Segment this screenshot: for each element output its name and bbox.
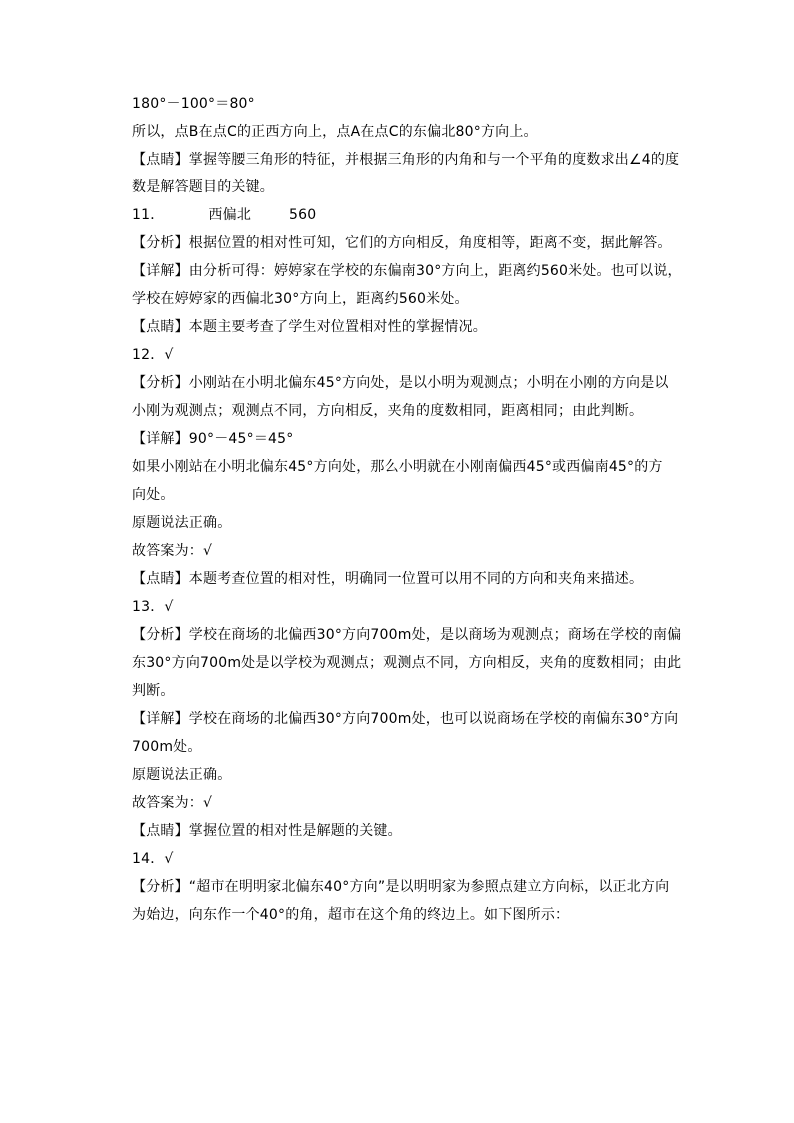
text-line-26: 故答案为：√ — [132, 795, 213, 811]
text-line-20: 【分析】学校在商场的北偏西30°方向700m处，是以商场为观测点；商场在学校的南偏 — [132, 627, 682, 643]
question-11-answer-direction: 西偏北 — [208, 207, 252, 223]
text-line-17: 故答案为：√ — [132, 543, 213, 559]
text-line-30: 为始边，向东作一个40°的角，超市在这个角的终边上。如下图所示： — [132, 907, 570, 923]
text-line-8: 学校在婷婷家的西偏北30°方向上，距离约560米处。 — [132, 291, 469, 307]
text-line-27: 【点睛】掌握位置的相对性是解题的关键。 — [132, 823, 402, 839]
question-14-answer: 14．√ — [132, 851, 174, 867]
question-12-answer: 12．√ — [132, 347, 174, 363]
text-line-23: 【详解】学校在商场的北偏西30°方向700m处，也可以说商场在学校的南偏东30°方向 — [132, 711, 679, 727]
text-line-2: 所以，点B在点C的正西方向上，点A在点C的东偏北80°方向上。 — [132, 124, 538, 140]
text-line-22: 判断。 — [132, 683, 175, 699]
text-line-13: 【详解】90°－45°＝45° — [132, 431, 294, 447]
text-line-12: 小刚为观测点；观测点不同，方向相反，夹角的度数相同，距离相同；由此判断。 — [132, 403, 644, 419]
text-line-1: 180°－100°＝80° — [132, 96, 255, 112]
text-line-15: 向处。 — [132, 487, 175, 503]
question-11-answer-distance: 560 — [289, 207, 317, 223]
text-line-29: 【分析】“超市在明明家北偏东40°方向”是以明明家为参照点建立方向标，以正北方向 — [132, 879, 670, 895]
text-line-9: 【点睛】本题主要考查了学生对位置相对性的掌握情况。 — [132, 319, 487, 335]
question-13-answer: 13．√ — [132, 599, 174, 615]
text-line-11: 【分析】小刚站在小明北偏东45°方向处，是以小明为观测点；小明在小刚的方向是以 — [132, 375, 669, 391]
question-11-answer-line — [132, 206, 316, 224]
question-11-number: 11． — [132, 207, 165, 223]
text-line-25: 原题说法正确。 — [132, 767, 232, 783]
text-line-7: 【详解】由分析可得：婷婷家在学校的东偏南30°方向上，距离约560米处。也可以说， — [132, 263, 682, 279]
text-line-4: 数是解答题目的关键。 — [132, 179, 274, 195]
text-line-24: 700m处。 — [132, 739, 202, 755]
text-line-16: 原题说法正确。 — [132, 515, 232, 531]
text-line-14: 如果小刚站在小明北偏东45°方向处，那么小明就在小刚南偏西45°或西偏南45°的方 — [132, 459, 663, 475]
text-line-18: 【点睛】本题考查位置的相对性，明确同一位置可以用不同的方向和夹角来描述。 — [132, 571, 644, 587]
text-line-3: 【点睛】掌握等腰三角形的特征，并根据三角形的内角和与一个平角的度数求出∠4的度 — [132, 152, 680, 168]
text-line-21: 东30°方向700m处是以学校为观测点；观测点不同，方向相反，夹角的度数相同；由此 — [132, 655, 682, 671]
text-line-6: 【分析】根据位置的相对性可知，它们的方向相反，角度相等，距离不变，据此解答。 — [132, 235, 672, 251]
